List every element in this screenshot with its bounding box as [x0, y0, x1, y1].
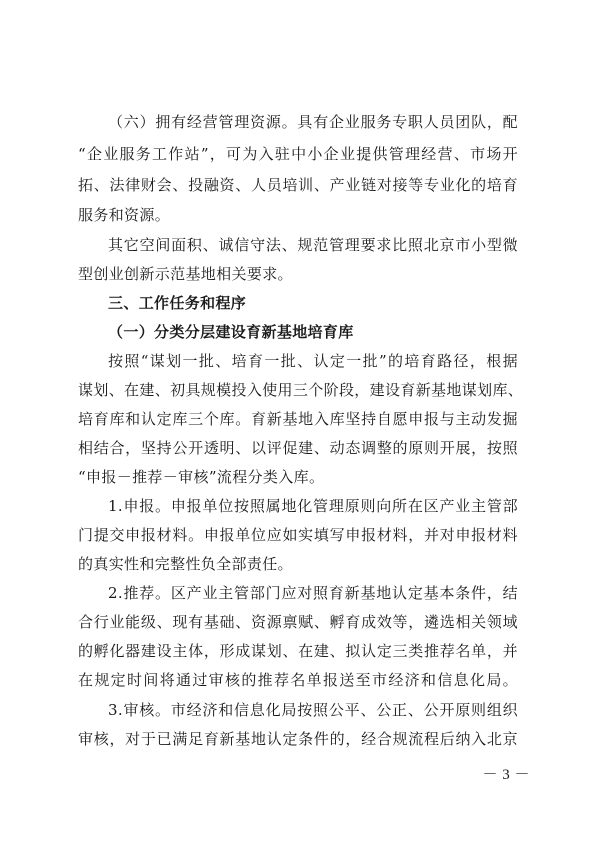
step1-line3: 的真实性和完整性负全部责任。: [78, 555, 293, 573]
step2-line2: 合行业能级、现有基础、资源禀赋、孵育成效等，遴选相关领域: [78, 613, 518, 631]
step2-line3: 的孵化器建设主体，形成谋划、在建、拟认定三类推荐名单，并: [78, 642, 518, 660]
intro-line5: “申报－推荐－审核”流程分类入库。: [78, 468, 325, 486]
other-requirements-line1: 其它空间面积、诚信守法、规范管理要求比照北京市小型微: [108, 236, 518, 254]
section6-line3: 拓、法律财会、投融资、人员培训、产业链对接等专业化的培育: [78, 176, 518, 194]
intro-line4: 相结合，坚持公开透明、以评促建、动态调整的原则开展，按照: [78, 439, 518, 457]
other-requirements-line2: 型创业创新示范基地相关要求。: [78, 265, 293, 283]
section6-line4: 服务和资源。: [78, 206, 171, 224]
step3-line1: 3.审核。市经济和信息化局按照公平、公正、公开原则组织: [108, 701, 518, 719]
intro-line3: 培育库和认定库三个库。育新基地入库坚持自愿申报与主动发掘: [78, 410, 518, 428]
page-number: － 3 －: [482, 767, 530, 783]
step2-line1: 2.推荐。区产业主管部门应对照育新基地认定基本条件，结: [108, 584, 518, 602]
intro-line2: 谋划、在建、初具规模投入使用三个阶段，建设育新基地谋划库、: [78, 381, 524, 399]
intro-line1: 按照“谋划一批、培育一批、认定一批”的培育路径，根据: [108, 352, 518, 370]
step1-line2: 门提交申报材料。申报单位应如实填写申报材料，并对申报材料: [78, 526, 518, 544]
section6-line1: （六）拥有经营管理资源。具有企业服务专职人员团队，配: [108, 113, 518, 131]
subheading-1: （一）分类分层建设育新基地培育库: [108, 323, 354, 341]
step3-line2: 审核，对于已满足育新基地认定条件的，经合规流程后纳入北京: [78, 730, 518, 748]
section6-line2: “企业服务工作站”，可为入驻中小企业提供管理经营、市场开: [78, 145, 518, 163]
step1-line1: 1.申报。申报单位按照属地化管理原则向所在区产业主管部: [108, 497, 518, 515]
section-heading-3: 三、工作任务和程序: [108, 294, 247, 312]
step2-line4: 在规定时间将通过审核的推荐名单报送至市经济和信息化局。: [78, 671, 518, 689]
